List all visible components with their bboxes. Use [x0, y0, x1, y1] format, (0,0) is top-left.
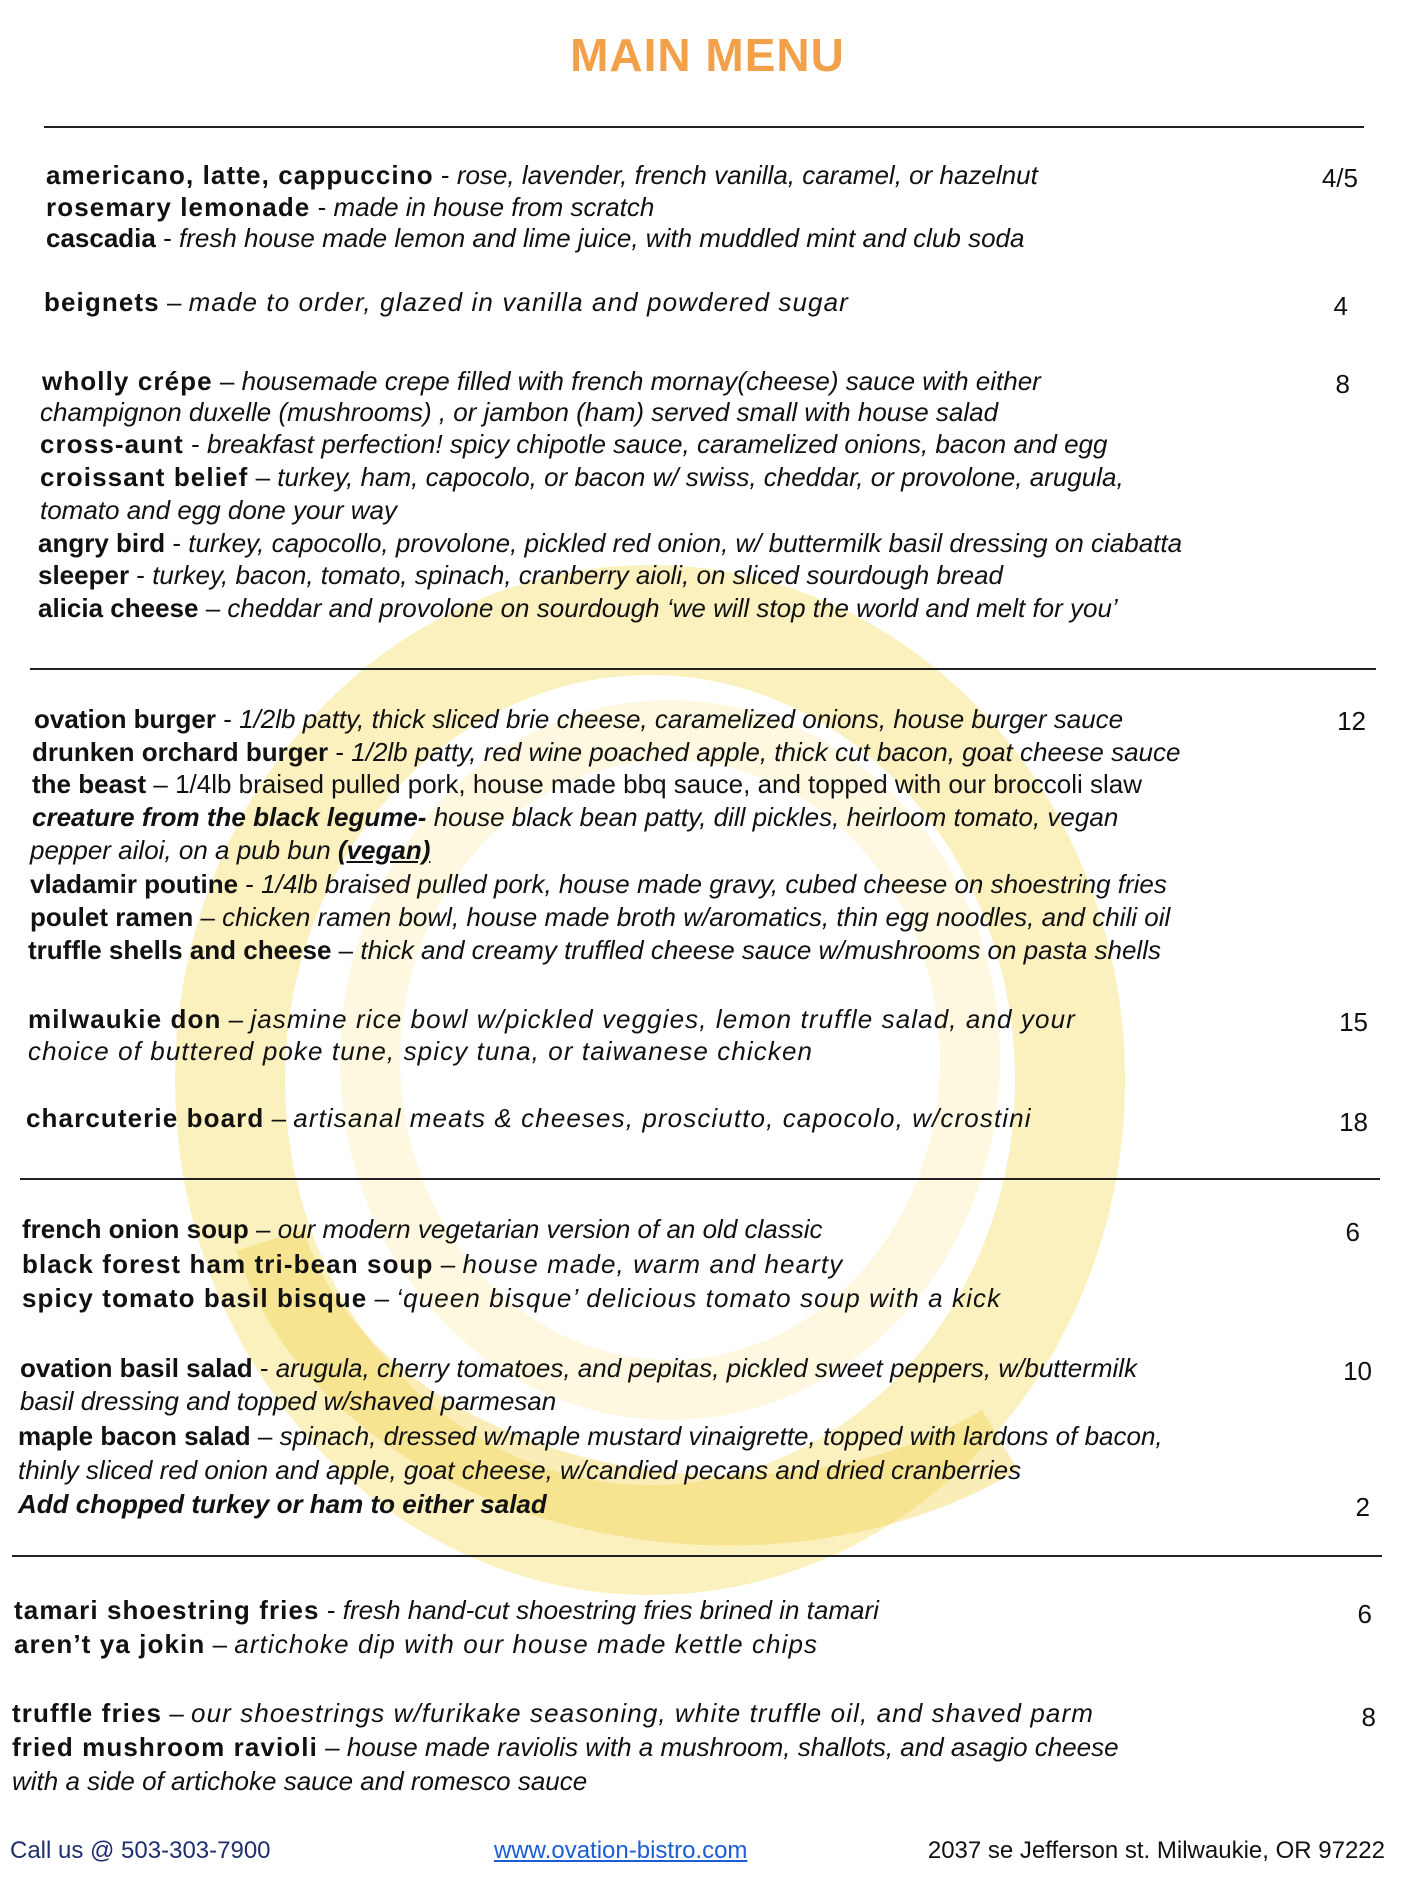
menu-item-sleeper: sleeper - turkey, bacon, tomato, spinach, cranberry aioli, on sliced sourdough bread: [38, 560, 1003, 590]
price-ovation-basil-salad: 10: [1343, 1356, 1372, 1386]
menu-item-croissant-belief-cont: tomato and egg done your way: [40, 495, 398, 525]
menu-item-vladamir-poutine: vladamir poutine - 1/4lb braised pulled pork, house made gravy, cubed cheese on shoestring fries: [30, 869, 1167, 899]
menu-item-cascadia: cascadia - fresh house made lemon and lime juice, with muddled mint and club soda: [46, 223, 1025, 253]
divider-top: [44, 126, 1364, 128]
menu-item-add-protein: Add chopped turkey or ham to either salad: [18, 1489, 547, 1519]
menu-item-drunken-orchard-burger: drunken orchard burger - 1/2lb patty, red wine poached apple, thick cut bacon, goat cheese sauce: [32, 737, 1181, 767]
divider-1: [30, 668, 1376, 670]
menu-item-arent-ya-jokin: aren’t ya jokin – artichoke dip with our house made kettle chips: [14, 1629, 819, 1659]
menu-item-croissant-belief: croissant belief – turkey, ham, capocolo, or bacon w/ swiss, cheddar, or provolone, arugula,: [40, 462, 1124, 492]
menu-item-beignets: beignets – made to order, glazed in vanilla and powdered sugar: [44, 287, 849, 317]
menu-item-charcuterie-board: charcuterie board – artisanal meats & cheeses, prosciutto, capocolo, w/crostini: [26, 1103, 1032, 1133]
menu-item-milwaukie-don: milwaukie don – jasmine rice bowl w/pickled veggies, lemon truffle salad, and your: [28, 1004, 1076, 1034]
vegan-tag: (vegan): [337, 835, 431, 865]
menu-item-tamari-fries: tamari shoestring fries - fresh hand-cut shoestring fries brined in tamari: [14, 1595, 879, 1625]
menu-item-french-onion-soup: french onion soup – our modern vegetarian version of an old classic: [22, 1214, 823, 1244]
menu-item-maple-bacon-salad-cont: thinly sliced red onion and apple, goat cheese, w/candied pecans and dried cranberries: [18, 1455, 1022, 1485]
price-beignets: 4: [1333, 291, 1348, 321]
divider-3: [12, 1555, 1382, 1557]
menu-item-poulet-ramen: poulet ramen – chicken ramen bowl, house made broth w/aromatics, thin egg noodles, and chili oil: [30, 902, 1171, 932]
menu-item-milwaukie-don-cont: choice of buttered poke tune, spicy tuna, or taiwanese chicken: [28, 1036, 814, 1066]
price-tamari-fries: 6: [1357, 1599, 1372, 1629]
menu-item-cross-aunt: cross-aunt - breakfast perfection! spicy chipotle sauce, caramelized onions, bacon and egg: [40, 429, 1108, 459]
footer-website-link[interactable]: www.ovation-bistro.com: [494, 1837, 748, 1864]
menu-item-ovation-basil-salad-cont: basil dressing and topped w/shaved parmesan: [20, 1386, 557, 1416]
menu-item-creature-black-legume-cont: pepper ailoi, on a pub bun (vegan): [30, 835, 431, 865]
footer-phone: Call us @ 503-303-7900: [10, 1837, 271, 1864]
menu-item-coffee: americano, latte, cappuccino - rose, lavender, french vanilla, caramel, or hazelnut: [46, 160, 1038, 190]
menu-item-angry-bird: angry bird - turkey, capocollo, provolone, pickled red onion, w/ buttermilk basil dressing on ciabatta: [38, 528, 1183, 558]
menu-item-truffle-shells: truffle shells and cheese – thick and creamy truffled cheese sauce w/mushrooms on pasta shells: [28, 935, 1161, 965]
menu-item-fried-mushroom-ravioli: fried mushroom ravioli – house made raviolis with a mushroom, shallots, and asagio cheese: [12, 1732, 1119, 1762]
menu-item-the-beast: the beast – 1/4lb braised pulled pork, house made bbq sauce, and topped with our broccoli slaw: [32, 769, 1143, 799]
price-wholly-crepe: 8: [1335, 369, 1350, 399]
menu-item-wholly-crepe-cont: champignon duxelle (mushrooms) , or jambon (ham) served small with house salad: [40, 397, 999, 427]
price-ovation-burger: 12: [1337, 706, 1366, 736]
menu-item-maple-bacon-salad: maple bacon salad – spinach, dressed w/maple mustard vinaigrette, topped with lardons of bacon,: [18, 1421, 1163, 1451]
price-milwaukie-don: 15: [1339, 1007, 1368, 1037]
menu-item-black-forest-soup: black forest ham tri-bean soup – house made, warm and hearty: [22, 1249, 844, 1279]
menu-item-creature-black-legume: creature from the black legume- house black bean patty, dill pickles, heirloom tomato, vegan: [32, 802, 1119, 832]
menu-title: MAIN MENU: [570, 29, 845, 81]
menu-item-wholly-crepe: wholly crépe – housemade crepe filled with french mornay(cheese) sauce with either: [42, 366, 1041, 396]
price-truffle-fries: 8: [1361, 1702, 1376, 1732]
menu-item-ovation-burger: ovation burger - 1/2lb patty, thick sliced brie cheese, caramelized onions, house burger sauce: [34, 704, 1124, 734]
price-charcuterie-board: 18: [1339, 1107, 1368, 1137]
divider-2: [20, 1178, 1380, 1180]
menu-item-truffle-fries: truffle fries – our shoestrings w/furikake seasoning, white truffle oil, and shaved parm: [12, 1698, 1094, 1728]
menu-item-rosemary-lemonade: rosemary lemonade - made in house from scratch: [46, 192, 655, 222]
menu-item-ovation-basil-salad: ovation basil salad - arugula, cherry tomatoes, and pepitas, pickled sweet peppers, w/buttermilk: [20, 1353, 1138, 1383]
menu-item-spicy-tomato-bisque: spicy tomato basil bisque – ‘queen bisque’ delicious tomato soup with a kick: [22, 1283, 1002, 1313]
menu-item-alicia-cheese: alicia cheese – cheddar and provolone on sourdough ‘we will stop the world and melt for you’: [38, 593, 1118, 623]
footer-address: 2037 se Jefferson st. Milwaukie, OR 97222: [927, 1837, 1385, 1864]
price-add-protein: 2: [1355, 1492, 1370, 1522]
price-coffee: 4/5: [1321, 163, 1358, 193]
price-french-onion-soup: 6: [1345, 1217, 1360, 1247]
menu-item-fried-mushroom-ravioli-cont: with a side of artichoke sauce and romesco sauce: [12, 1766, 588, 1796]
